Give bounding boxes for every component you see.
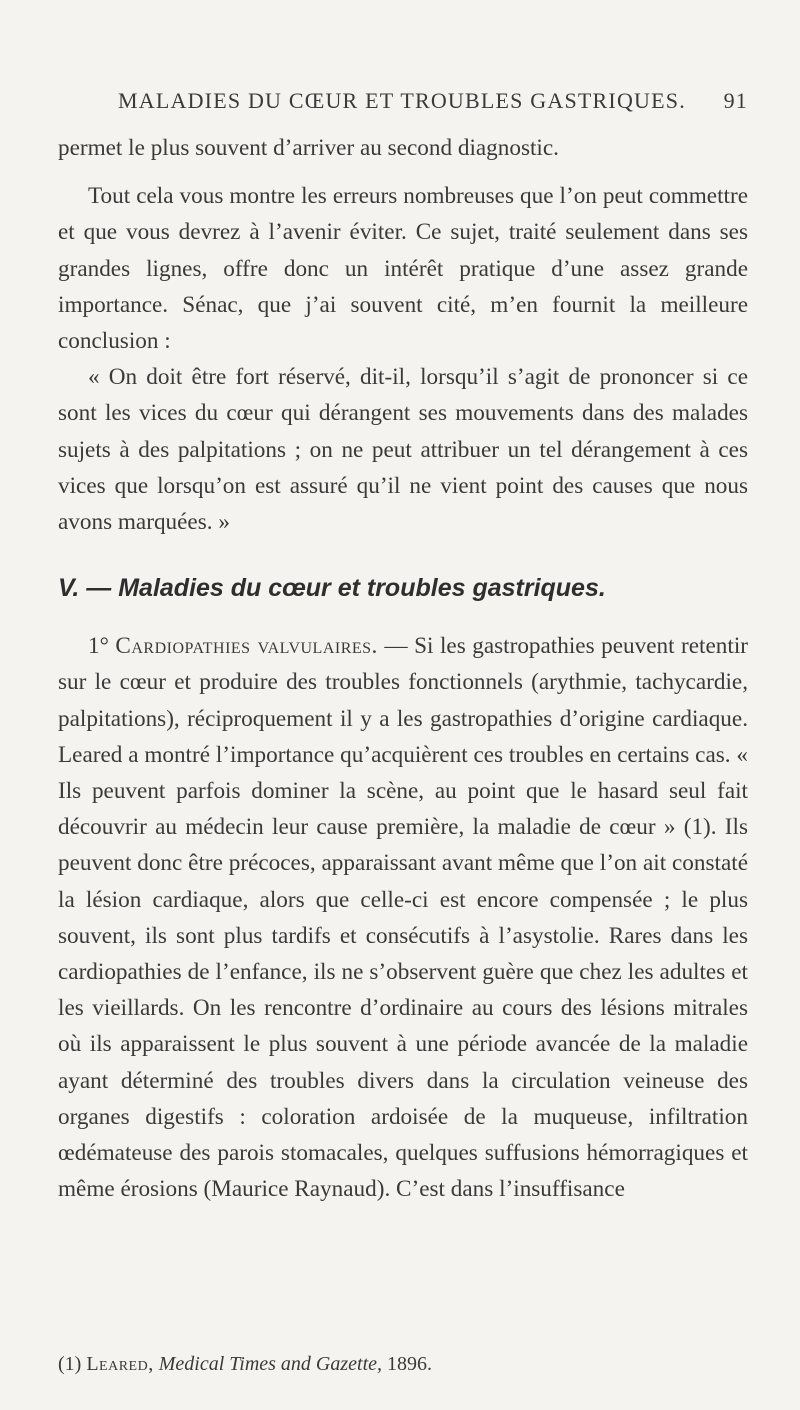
footnote-author: Leared, xyxy=(86,1353,154,1375)
running-head xyxy=(58,88,748,118)
paragraph-errors: Tout cela vous montre les erreurs nombreuses que l’on peut commettre et que vous devrez à l’avenir éviter. Ce sujet, traité seulement dans ses grandes lignes, offre donc un intérêt pratique d’une assez grande importance. Sénac, que j’ai souvent cité, m’en fournit la meilleure conclusion : xyxy=(58,183,748,355)
footnote-publication: Medical Times and Gazette, xyxy=(158,1353,383,1375)
paragraph-senac-quote: « On doit être fort réservé, dit-il, lorsqu’il s’agit de prononcer si ce sont les vices du cœur qui dérangent ses mouvements dans des malades sujets à des palpitations ; on ne peut attribuer un tel dérangement à ces vices que lorsqu’on est assuré qu’il ne vient point des causes que nous avons marquées. » xyxy=(58,364,748,536)
paragraph-cardiopathies-text: — Si les gastropathies peuvent retentir sur le cœur et produire des troubles fonctionnels (arythmie, tachycardie, palpitations), réciproquement il y a les gastropathies d’origine cardiaque. Leared a montré l’importance qu’acquièrent ces troubles en certains cas. « Ils peuvent parfois dominer la scène, au point que le hasard seul fait découvrir au médecin leur cause première, la maladie de cœur » (1). Ils peuvent donc être précoces, apparaissant avant même que l’on ait constaté la lésion cardiaque, alors que celle-ci est encore compensée ; le plus souvent, ils sont plus tardifs et consécutifs à l’asystolie. Rares dans les cardiopathies de l’enfance, ils ne s’observent guère que chez les adultes et les vieillards. On les rencontre d’ordinaire au cours des lésions mitrales où ils apparaissent le plus souvent à une période avancée de la maladie ayant déterminé des troubles divers dans la circulation veineuse des organes digestifs : coloration ardoisée de la muqueuse, infiltration œdémateuse des parois stomacales, quelques suffusions hémorragiques et même érosions (Maurice Raynaud). C’est dans l’insuffisance xyxy=(58,633,748,1203)
body-text xyxy=(58,130,748,1207)
footnote-marker: (1) xyxy=(58,1353,82,1375)
footnote xyxy=(58,1351,748,1377)
subhead-number: 1° xyxy=(88,633,109,660)
paragraph-cardiopathies xyxy=(58,628,748,1207)
running-head-title: MALADIES DU CŒUR ET TROUBLES GASTRIQUES. xyxy=(118,88,686,113)
footnote-year: 1896. xyxy=(387,1353,433,1375)
section-heading: V. — Maladies du cœur et troubles gastriques. xyxy=(58,574,606,603)
subhead-label: Cardiopathies valvulaires. xyxy=(115,633,378,660)
paragraph-continuation: permet le plus souvent d’arriver au second diagnostic. xyxy=(58,135,559,161)
page-number: 91 xyxy=(723,88,748,113)
